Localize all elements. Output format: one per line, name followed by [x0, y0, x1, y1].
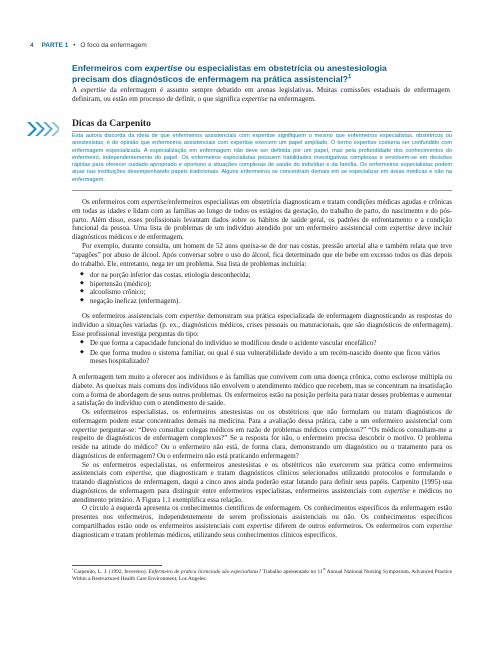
dicas-bottom-rule [72, 190, 452, 191]
header-separator: • [73, 42, 76, 49]
running-head [30, 42, 147, 49]
list-item: ◆ De que forma mudou o sistema familiar, ou qual é sua vulnerabilidade devido a um recém-nascido doente que ficou vários meses hospitalizado? [80, 349, 440, 366]
dicas-title: Dicas da Carpenito [72, 118, 151, 129]
intro-paragraph: A expertise da enfermagem é assunto sempre debatido em arenas legislativas. Muitas comissões estaduais de enfermagem definiram, ou estão em processo de definir, o que significa expertise na enfermagem. [72, 86, 450, 104]
paragraph: Os enfermeiros assistenciais com expertise demonstram sua prática especializada de enfermagem diagnosticando as respostas do indivíduo a situações variadas (p. ex., diagnósticos médicos, crises pessoais ou maturacionais, que são diagnósticos de enfermagem). Esse profissional investiga perguntas do tipo: [72, 312, 452, 338]
footnote: $^1$Carpenito, L. J. (1992, fevereiro). Enfermeiro de prática licenciado são especialistas? Trabalho apresentado no 11th Annual National Nursing Symposium, Advanced Practice Within a Restructured Health Care Environment, Los Angeles. [72, 567, 452, 583]
paragraph: O círculo à esquerda apresenta os conhecimentos científicos de enfermagem. Os conhecimentos específicos da enfermagem estão presentes nos enfermeiros, independentemente de serem profissionais assistenciais ou não. Os conhecimentos específicos compartilhados estão onde os enfermeiros assistenciais com expertise diferem de outros enfermeiros. Os enfermeiros com expertise diagnosticam e tratam problemas médicos, utilizando seus conhecimentos clínicos específicos. [72, 504, 453, 539]
paragraph: Os enfermeiros com expertise/enfermeiros especialistas em obstetrícia diagnosticam e tratam condições médicas agudas e crônicas em todas as idades e lidam com as famílias ao longo de todos os estágios da gestação, do trabalho de parto, do nascimento e do pós-parto. Além disso, esses profissionais levantam dados sobre os hábitos de saúde geral, os padrões de enfrentamento e a condição funcional da pessoa. Uma lista de problemas de um indivíduo atendido por um enfermeiro assistencial com expertise deve incluir diagnósticos médicos e de enfermagem. [72, 198, 452, 242]
list-item: ◆ negação ineficaz (enfermagem). [80, 297, 440, 306]
part-label: PARTE 1 [41, 42, 69, 49]
body-paragraphs-3 [72, 373, 452, 539]
paragraph: Se os enfermeiros especialistas, os enfermeiros anestesistas e os obstétricos não exercerem sua prática como enfermeiros assistenciais com expertise, que diagnosticam e tratam diagnósticos clínicos selecionados utilizando protocolos e formulando e tratando diagnósticos de enfermagem, daqui a cinco anos ainda poderão estar lutando para definir seus papéis. Carpenito (1995) usa diagnósticos de enfermagem para distinguir entre enfermeiros especialistas, enfermeiros assistenciais com expertise e médicos no atendimento primário. A Figura 1.1 exemplifica essa relação. [72, 460, 453, 504]
section-heading: Enfermeiros com expertise ou especialistas em obstetrícia ou anestesiologia precisam dos diagnósticos de enfermagem na prática assistencial?$^1$ [72, 63, 387, 84]
list-item: ◆ dor na porção inferior das costas, etiologia desconhecida; [80, 271, 440, 280]
arrow-chevrons-icon [27, 120, 59, 138]
body-paragraphs-1 [72, 198, 452, 268]
page-number: 4 [30, 42, 34, 49]
problem-list [80, 271, 440, 306]
paragraph: A enfermagem tem muito a oferecer aos indivíduos e às famílias que convivem com uma doença crônica, como esclerose múltipla ou diabete. As queixas mais comuns dos indivíduos não envolvem o atendimento médico que recebem, mas se concentram na insatisfação com a forma de abordagem de seus outros problemas. Os enfermeiros estão na posição perfeita para tratar desses problemas e aumentar a satisfação do indivíduo com o atendimento de saúde. [72, 373, 452, 408]
list-item: ◆ hipertensão (médico); [80, 280, 440, 289]
list-item: ◆ alcoolismo crônico; [80, 288, 440, 297]
paragraph: Os enfermeiros especialistas, os enfermeiros anestesistas ou os obstétricos que não formulam ou tratam diagnósticos de enfermagem podem estar concentrados demais na medicina. Para a avaliação dessa prática, cabe a um enfermeiro assistencial com expertise perguntar-se: “Devo consultar colegas médicos em razão de problemas médicos complexos?” “Os médicos consultam-me a respeito de diagnósticos de enfermagem complexos?” Se a resposta for não, o enfermeiro precisa descobrir o motivo. O problema reside na atitude do médico? Ou o enfermeiro não está, de forma clara, demonstrando um diagnóstico ou o tratamento para os diagnósticos de enfermagem? Ou o enfermeiro não está praticando enfermagem? [72, 408, 452, 460]
list-item: ◆ De que forma a capacidade funcional do indivíduo se modificou desde o acidente vascular encefálico? [80, 339, 440, 348]
dicas-text: Esta autora discorda da ideia de que enfermeiros assistenciais com expertise signifiquem o mesmo que enfermeiros especialistas, obstétricos ou anestesistas; é de opinião que enfermeiros assistenciais com expertise exercem um papel ampliado. O termo expertise costuma ser confundido com enfermagem especializada. A especialização em enfermagem não deve ser definida por um papel, mas pela profundidade dos conhecimentos do enfermeiro, independentemente do papel. Os enfermeiros especialistas possuem habilidades investigativas complexas e envolvem-se em decisões rápidas para oferecer cuidado apropriado e oportuno a situações complexas de saúde do indivíduo e da família. Os enfermeiros especialistas podem atuar nas instituições desempenhando papéis tradicionais. Alguns enfermeiros se concentram demais em se especializar em áreas médicas e não na enfermagem. [72, 133, 452, 183]
question-list [80, 339, 440, 367]
body-paragraphs-2 [72, 312, 452, 338]
footnote-ref: 1 [348, 73, 352, 80]
footnote-rule [72, 565, 162, 566]
dicas-top-rule [72, 131, 452, 132]
paragraph: Por exemplo, durante consulta, um homem de 52 anos queixa-se de dor nas costas, pressão arterial alta e também relata que teve “apagões” por abuso de álcool. Após conversar sobre o uso do álcool, fica determinado que ele bebe em excesso todos os dias depois do trabalho. Ele, entretanto, nega ter um problema. Sua lista de problemas incluiria: [72, 241, 452, 268]
section-title: O foco da enfermagem [80, 42, 147, 49]
